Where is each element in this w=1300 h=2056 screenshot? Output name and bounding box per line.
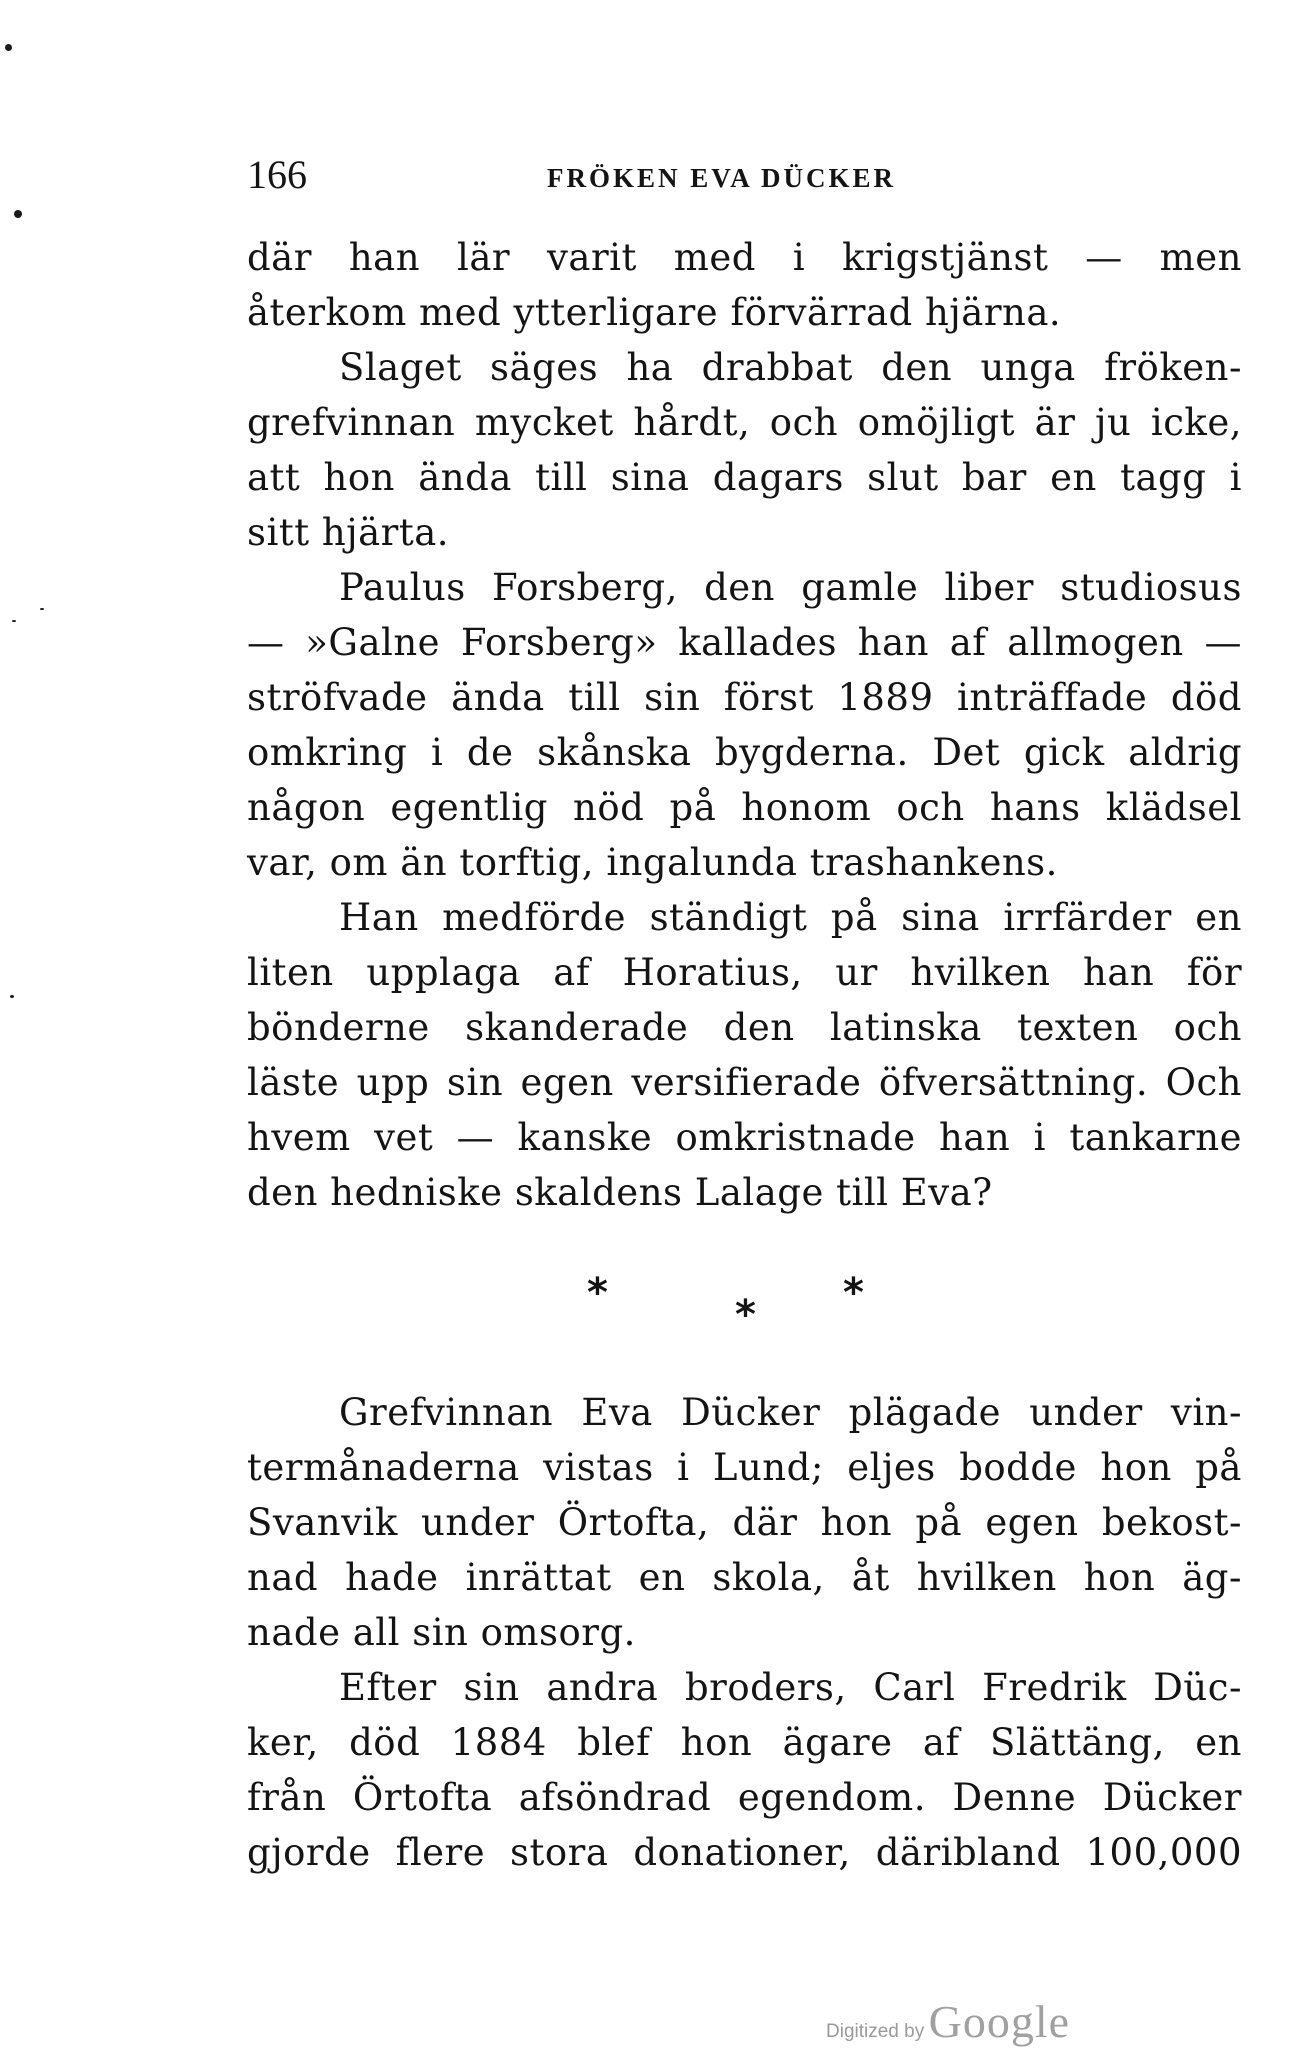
page-header [247,150,1247,200]
text-line: nad hade inrättat en skola, åt hvilken hon äg- [247,1556,1242,1599]
scan-speck [10,995,14,998]
text-line: var, om än torftig, ingalunda trashankens. [247,841,1058,884]
text-line: läste upp sin egen versifierade öfversättning. Och [247,1061,1242,1104]
text-line: grefvinnan mycket hårdt, och omöjligt är ju icke, [247,401,1242,444]
text-line: gjorde flere stora donationer, däribland 100,000 [247,1831,1242,1874]
text-line: Paulus Forsberg, den gamle liber studiosus [339,566,1242,609]
text-line: återkom med ytterligare förvärrad hjärna. [247,291,1062,334]
text-line: någon egentlig nöd på honom och hans klädsel [247,786,1242,829]
text-line: att hon ända till sina dagars slut bar en tagg i [247,456,1242,499]
running-head: FRÖKEN EVA DÜCKER [547,163,897,193]
asterisk: * [843,1270,864,1316]
text-line: — »Galne Forsberg» kallades han af allmogen — [247,621,1242,664]
text-line: där han lär varit med i krigstjänst — men [247,236,1242,279]
text-line: liten upplaga af Horatius, ur hvilken han för [247,951,1242,994]
text-line: termånaderna vistas i Lund; eljes bodde hon på [247,1446,1242,1489]
body-text-block-1 [247,230,1242,1220]
google-logo: Google [928,1996,1071,2047]
text-line: omkring i de skånska bygderna. Det gick aldrig [247,731,1242,774]
text-line: Svanvik under Örtofta, där hon på egen bekost- [247,1501,1242,1544]
asterisk: * [735,1292,756,1338]
page-number: 166 [247,152,307,197]
scan-speck [40,608,44,610]
section-break-asterism [0,1265,1300,1345]
text-line: Han medförde ständigt på sina irrfärder en [339,896,1242,939]
text-line: från Örtofta afsöndrad egendom. Denne Dücker [247,1776,1242,1819]
scan-speck [12,620,16,622]
text-line: Efter sin andra broders, Carl Fredrik Düc- [339,1666,1242,1709]
text-line: ker, död 1884 blef hon ägare af Slättäng, en [247,1721,1242,1764]
text-line: sitt hjärta. [247,511,450,554]
digitized-by-google-watermark [826,1995,1070,2045]
watermark-prefix: Digitized by [826,2021,925,2042]
text-line: nade all sin omsorg. [247,1611,636,1654]
scan-speck [14,210,22,218]
text-line: Slaget säges ha drabbat den unga fröken- [339,346,1242,389]
body-text-block-2 [247,1385,1242,1880]
text-line: Grefvinnan Eva Dücker plägade under vin- [339,1391,1242,1434]
text-line: hvem vet — kanske omkristnade han i tankarne [247,1116,1242,1159]
asterisk: * [587,1270,608,1316]
scan-speck [5,44,12,51]
text-line: den hedniske skaldens Lalage till Eva? [247,1171,993,1214]
text-line: bönderne skanderade den latinska texten och [247,1006,1242,1049]
text-line: ströfvade ända till sin först 1889 inträffade död [247,676,1242,719]
